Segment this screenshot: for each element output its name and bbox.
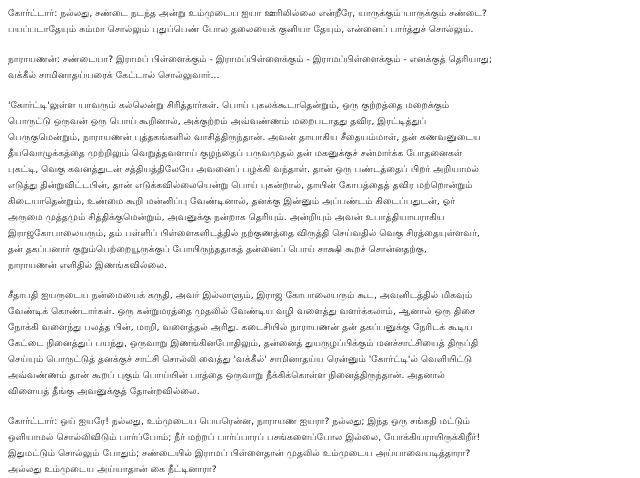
text-line: பெருகுமென்றும், நாராயணன் புத்தகங்களில் வாசித்திருந்தான். அவன் தாயாகிய சீதையம்மாள், தன் கணவனுடைய — [8, 132, 481, 143]
text-line: பொருட்டு ஒருவன் ஒரு பொய் கூறினால், அக்குற்றம் அவ்வண்ணம் மறைபடாதது தவிர, இரட்டித்துப் — [8, 116, 427, 127]
paragraph-court-question — [8, 6, 630, 38]
text-line: பயப்படாதேயும் சும்மா சொல்லும் புதுப்பெண் போல தலையைக் குனியா தேயும், என்னைப் பார்த்துச் சொல்லும். — [8, 24, 474, 35]
paragraph-narration-2 — [8, 288, 630, 400]
text-line: 'கோர்ட்டி'லுள்ள யாவரும் கல்லென்று சிரித்தார்கள். பொய் புகலக்கூடாதென்றும், ஒரு குற்றத்தை மறைக்கும் — [8, 100, 450, 111]
text-line: அல்லது உம்முடைய அய்யாதான் கை நீட்டினாரா? — [8, 464, 217, 475]
text-line: அருமை முத்தமும் சித்திக்குமென்றும், அவனுக்கு நன்றாக தெரியும். அன்றியும் அவன் உபாத்தியாயராகிய — [8, 212, 445, 223]
text-line: கிடையாதென்றும், உண்மை கூறி மன்னிப்பு வேண்டினால், தனக்கு இன்னும் அப்பண்டம் கிடைப்பதுடன், ஓர் — [8, 196, 456, 207]
text-line: நோக்கி வளைந்து பலத்த பின், மாறி, வளைத்தல் அரிது. கடைசியில் நாராயணன் தன் தகப்பனுக்கு நேரிடக் கூடிய — [8, 322, 473, 333]
paragraph-narration-1 — [8, 98, 630, 274]
text-line: செய்யும் பொருட்டுத் தனக்குச் சாட்சி சொல்லி வைத்து 'வக்கீல்' சாமினாதய்ய ரென்னும் 'கோர்ட்டி'ல் வெளியிட்டு — [8, 354, 473, 365]
text-line: இதுமட்டும் சொல்லும் போதும்; சண்டையில் இராமப் பிள்ளைதான் முதலில் உம்முடைய அய்யாவையடித்தாரா? — [8, 448, 471, 459]
text-line: ஒளியாமல் சொல்லிவிடும் பார்ப்போம்; நீர் மற்றப் பார்ப்பாரப் பசங்களைப்போல இல்லை, யோக்கியராயிருக்கிறீர்! — [8, 432, 481, 443]
text-line: தீயவொழுக்கத்தை முற்றிலும் வெறுத்தவளாய் குழந்தைப் பருவமுதல் தன் மகனுக்குச் சன்மார்க்க போதனைகள் — [8, 148, 463, 159]
text-line: வக்கீல் சாமினாதய்யரைக் கேட்டால் சொல்லுவார்... — [8, 70, 220, 81]
text-line: வேண்டிக் கொண்டார்கள். ஒரு கன்றுமரத்தை முதலில் வேண்டிய வழி வளைத்து வளர்க்கலாம், ஆனால் ஒரு திசை — [8, 306, 476, 317]
text-line: எடுத்து தின்றுவிட்டபின், தான் எடுக்கவில்லையென்று பொய் புகன்றால், தாயின் கோபத்தைத் தவிர மற்றொன்றும் — [8, 180, 473, 191]
text-line: விளையத் தீங்கு அவனுக்குத் தோன்றவில்லை. — [8, 386, 200, 397]
text-line: இராஜகோபாலையரும், தம் பள்ளிப் பிள்ளைகளிடத்தில் நற்குணத்தை விருத்தி செய்வதில் வெகு சிரத்தையுள்ளவர், — [8, 228, 480, 239]
text-line: கோர்ட்டார்: நல்லது, சண்டை நடந்த அன்று உம்முடைய ஐயா ஊரிலில்லை என்றீரே, யாருக்கும் யாருக்கும் சண்டை? — [8, 8, 487, 19]
paragraph-court-question-2 — [8, 414, 630, 478]
text-line: சீதாபதி ஐயருடைய நன்மையைக் கருதி, அவர் இல்லாளும், இராஜ கோபாலையரும் கூட, அவனிடத்தில் மிகவும் — [8, 290, 473, 301]
text-line: தன் தகப்பனார் குறும்பெற்றையூருக்குப் போயிருந்ததாகத் தன்னைப் பொய் சாக்ஷி கூறச் சொன்னதற்கு, — [8, 244, 427, 255]
paragraph-narayanan-answer — [8, 52, 630, 84]
text-line: கேட்டை நினைத்துப் பயந்து, ஒருவாறு இணங்கினபோதிலும், தன்னைத் துயருழப்பிக்கும் மனச்சாட்சியைத் திருப்தி — [8, 338, 479, 349]
text-line: நாராயணன் எளிதில் இணங்கவில்லை. — [8, 260, 167, 271]
text-line: அவ்வண்ணம் தான் கூறப் புகும் பொய்யின் பாத்தை ஒருவாறு நீக்கிக்கொள்ள நினைத்திருந்தான். அதனால் — [8, 370, 445, 381]
text-line: கோர்ட்டார்: ஒய் ஐயரே! நல்லது, உம்முடைய பெயரென்ன, நாராயண ஐயரா? நல்லது; இந்த ஒரு சங்கதி மட்டும் — [8, 416, 471, 427]
text-line: நாராயணன்: சண்டையா? இராமப் பிள்ளைக்கும் - இராமப்பிள்ளைக்கும் - இராமப்பிள்ளைக்கும் - எனக்குத் தெரியாது; — [8, 54, 493, 65]
text-line: புகட்டி, வெகு கவனத்துடன் சத்தியத்திலேயே அவனைப் பழக்கி வந்தாள். தான் ஒரு பண்டத்தைப் பிறர் அறியாமல் — [8, 164, 479, 175]
